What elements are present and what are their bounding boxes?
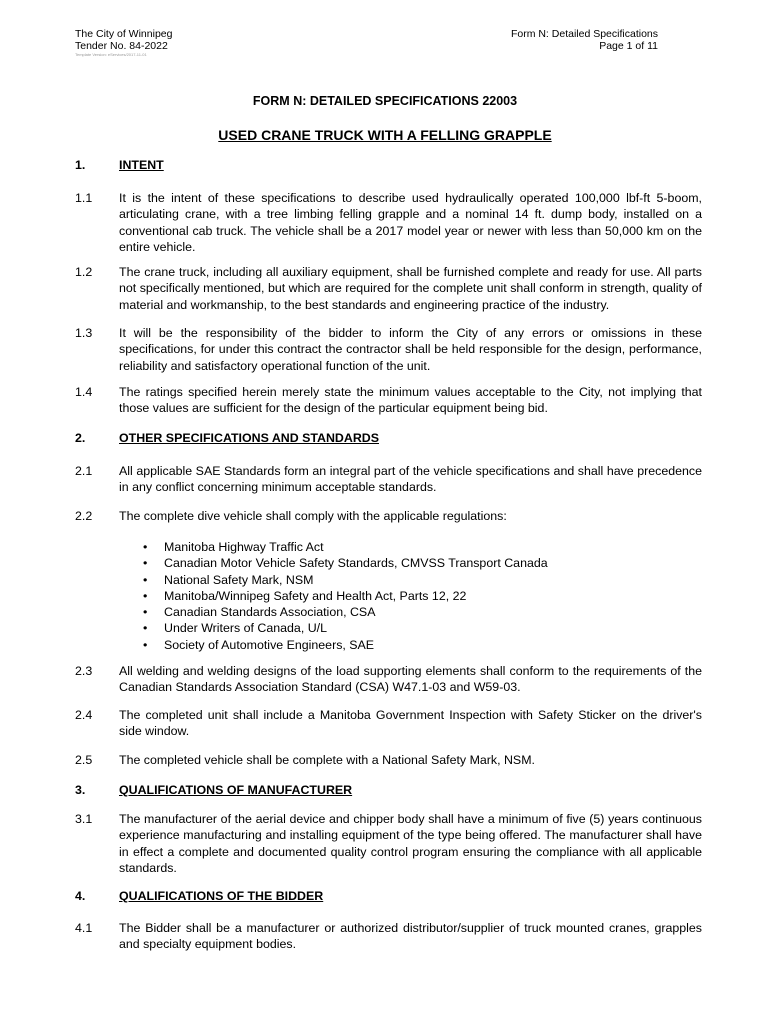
header-left bbox=[75, 28, 172, 57]
section-number: 3. bbox=[75, 783, 86, 797]
bullet-icon: • bbox=[143, 572, 148, 587]
clause-text: All welding and welding designs of the load supporting elements shall conform to the requirements of the Canadian Standards Association Standard (CSA) W47.1-03 and W59-03. bbox=[119, 664, 702, 695]
list-item: • Under Writers of Canada, U/L bbox=[143, 621, 327, 636]
header-template-version: Template Version: eServices/2017-11-01 bbox=[75, 52, 147, 57]
clause-4-1 bbox=[75, 920, 702, 953]
clause-2-3 bbox=[75, 663, 702, 696]
clause-text: All applicable SAE Standards form an integral part of the vehicle specifications and shall have precedence in any conflict concerning minimum acceptable standards. bbox=[119, 464, 702, 495]
clause-text: The complete dive vehicle shall comply with the applicable regulations: bbox=[119, 509, 507, 523]
clause-number: 2.3 bbox=[75, 664, 93, 678]
header-form-name: Form N: Detailed Specifications bbox=[510, 28, 658, 40]
clause-text: The Bidder shall be a manufacturer or authorized distributor/supplier of truck mounted cranes, grapples and specialty equipment bodies. bbox=[119, 921, 702, 952]
clause-text: The manufacturer of the aerial device and chipper body shall have a minimum of five (5) years continuous experience manufacturing and installing equipment of the type being offered. The manufacturer shall have in effect a complete and documented quality control program ensuring the compliance with all applicable standards. bbox=[119, 812, 702, 875]
section-title: INTENT bbox=[119, 158, 164, 172]
list-item: • Manitoba Highway Traffic Act bbox=[143, 540, 324, 554]
section-2-heading bbox=[75, 430, 702, 446]
header-city: The City of Winnipeg bbox=[75, 28, 173, 40]
list-item: • National Safety Mark, NSM bbox=[143, 572, 314, 587]
list-item: • Canadian Standards Association, CSA bbox=[143, 605, 376, 620]
list-item: • Society of Automotive Engineers, SAE bbox=[143, 637, 375, 652]
list-item: • Canadian Motor Vehicle Safety Standards, CMVSS Transport Canada bbox=[143, 556, 548, 571]
bullet-icon: • bbox=[143, 605, 148, 620]
bullet-icon: • bbox=[143, 588, 148, 603]
clause-1-1 bbox=[75, 190, 702, 255]
clause-2-2 bbox=[75, 508, 702, 524]
section-1-heading bbox=[75, 157, 702, 173]
section-4-heading bbox=[75, 888, 702, 904]
list-item: • Manitoba/Winnipeg Safety and Health Act, Parts 12, 22 bbox=[143, 588, 467, 603]
section-title: QUALIFICATIONS OF THE BIDDER bbox=[119, 889, 324, 903]
clause-text: It is the intent of these specifications to describe used hydraulically operated 100,000 lbf-ft 5-boom, articulating crane, with a tree limbing felling grapple and a nominal 14 ft. dump body, installed on a conventional cab truck. The vehicle shall be a 2017 model year or newer with less than 50,000 km on the entire vehicle. bbox=[119, 191, 702, 254]
document-title: USED CRANE TRUCK WITH A FELLING GRAPPLE bbox=[218, 127, 552, 143]
bullet-icon: • bbox=[143, 540, 148, 554]
header-right bbox=[511, 28, 658, 52]
clause-number: 1.4 bbox=[75, 385, 93, 399]
clause-number: 1.2 bbox=[75, 265, 93, 279]
clause-number: 2.2 bbox=[75, 509, 93, 523]
regulations-list bbox=[141, 539, 548, 653]
section-number: 1. bbox=[75, 158, 86, 172]
section-title: OTHER SPECIFICATIONS AND STANDARDS bbox=[119, 431, 379, 445]
clause-number: 3.1 bbox=[75, 812, 93, 826]
clause-1-3 bbox=[75, 325, 702, 374]
header-page-number: Page 1 of 11 bbox=[599, 40, 658, 52]
bullet-icon: • bbox=[143, 621, 148, 636]
clause-text: The ratings specified herein merely state the minimum values acceptable to the City, not implying that those values are sufficient for the design of the particular equipment being bid. bbox=[119, 385, 702, 416]
bullet-icon: • bbox=[143, 637, 148, 652]
clause-number: 1.3 bbox=[75, 326, 93, 340]
clause-2-5 bbox=[75, 752, 702, 768]
clause-text: The crane truck, including all auxiliary equipment, shall be furnished complete and ready for use. All parts not specifically mentioned, but which are required for the complete unit shall conform in strength, quality of material and workmanship, to the best standards and engineering practice of the industry. bbox=[119, 265, 702, 312]
bullet-icon: • bbox=[143, 556, 148, 571]
clause-number: 2.4 bbox=[75, 708, 93, 722]
clause-text: The completed unit shall include a Manitoba Government Inspection with Safety Sticker on the driver's side window. bbox=[119, 708, 702, 739]
form-title: FORM N: DETAILED SPECIFICATIONS 22003 bbox=[252, 94, 518, 108]
clause-2-1 bbox=[75, 463, 702, 496]
clause-2-4 bbox=[75, 707, 702, 740]
clause-text: It will be the responsibility of the bidder to inform the City of any errors or omissions in these specifications, for under this contract the contractor shall be held responsible for the design, performance, reliability and satisfactory operational function of the unit. bbox=[119, 326, 702, 373]
clause-number: 2.1 bbox=[75, 464, 93, 478]
section-3-heading bbox=[75, 782, 702, 798]
section-title: QUALIFICATIONS OF MANUFACTURER bbox=[119, 783, 353, 797]
clause-1-4 bbox=[75, 384, 702, 417]
clause-1-2 bbox=[75, 264, 702, 313]
header-tender-number: Tender No. 84-2022 bbox=[75, 40, 168, 52]
section-number: 2. bbox=[75, 431, 86, 445]
section-number: 4. bbox=[75, 889, 86, 903]
clause-number: 2.5 bbox=[75, 753, 93, 767]
clause-number: 1.1 bbox=[75, 191, 93, 205]
clause-number: 4.1 bbox=[75, 921, 93, 935]
clause-text: The completed vehicle shall be complete with a National Safety Mark, NSM. bbox=[119, 753, 535, 767]
clause-3-1 bbox=[75, 811, 702, 876]
